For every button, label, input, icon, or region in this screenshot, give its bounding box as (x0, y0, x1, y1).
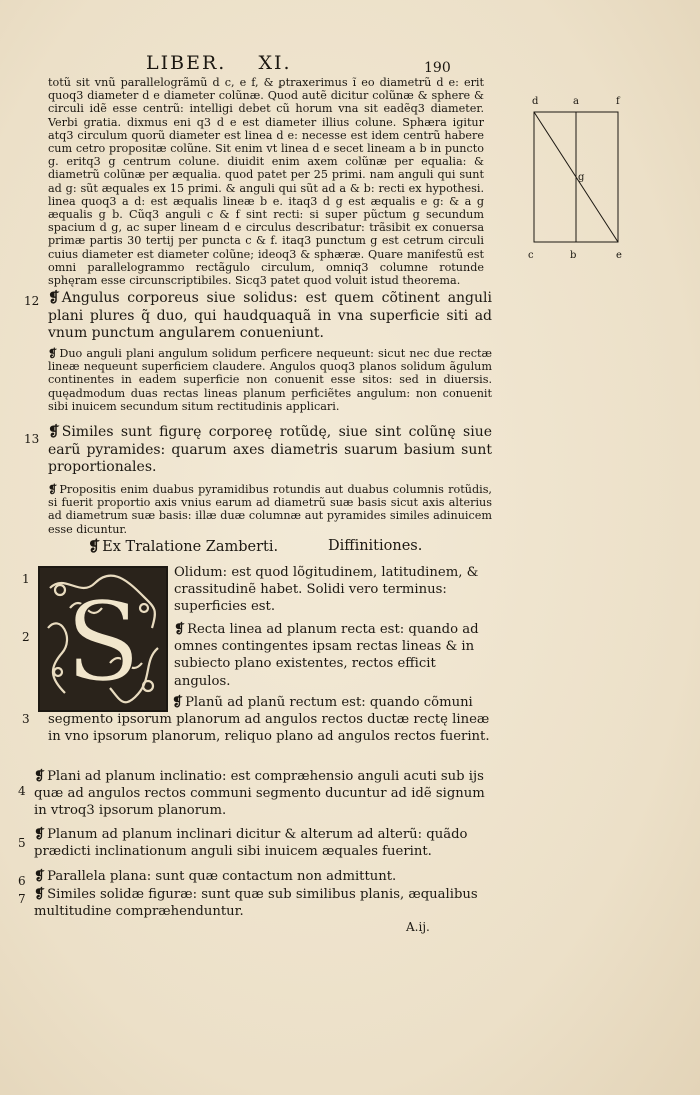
section-title: Diffinitiones. (328, 538, 423, 554)
definition-number: 7 (18, 892, 26, 906)
section-heading (88, 538, 423, 555)
running-header (146, 52, 292, 74)
pilcrow-icon: ❡ (34, 869, 46, 884)
pilcrow-icon: ❡ (88, 538, 101, 555)
definition-text: Parallela plana: sunt quæ contactum non admittunt. (47, 869, 397, 884)
definition-6 (34, 868, 492, 885)
label-b: b (570, 250, 577, 261)
proposition-12 (48, 290, 492, 343)
label-e: e (616, 250, 622, 261)
definition-1: Olidum: est quod lõgitudinem, latitudinem, & crassitudinẽ habet. Solidi vero terminus: superficies est. (174, 565, 479, 615)
pilcrow-icon: ❡ (174, 622, 186, 637)
folio-number: 190 (424, 60, 451, 76)
label-c: c (528, 250, 534, 261)
pilcrow-icon: ❡ (34, 887, 46, 902)
initial-letter: S (65, 578, 141, 706)
definition-text: Planum ad planum inclinari dicitur & alterum ad alterũ: quãdo prædicti inclinationum anguli sibi inuicem æquales fuerint. (34, 827, 468, 860)
definition-3 (48, 694, 492, 746)
pilcrow-icon: ❡ (34, 769, 46, 784)
commentary-text: Propositis enim duabus pyramidibus rotundis aut duabus columnis rotũdis, si fuerit proportio axis vnius earum ad diametrũ suæ basis sicut axis alterius ad diametrum suæ basis: illæ duæ columnæ aut pyramides similes adinuicem esse dicuntur. (48, 483, 492, 536)
proposition-text: Angulus corporeus siue solidus: est quem cõtinent anguli plani plures q̃ duo, qui haudquaquã in vna superficie siti ad vnum punctum angularem conueniunt. (48, 290, 492, 341)
decorated-initial (38, 566, 168, 712)
definition-number: 1 (22, 572, 30, 586)
pilcrow-icon: ❡ (48, 424, 60, 440)
label-f: f (616, 96, 620, 107)
label-g: g (578, 172, 585, 183)
definition-text: Plani ad planum inclinatio: est compræhensio anguli acuti sub ijs quæ ad angulos rectos communi segmento ducuntur ad idẽ signum in vtroq3 ipsorum planorum. (34, 769, 485, 819)
definition-number: 5 (18, 836, 26, 850)
geometric-figure (520, 92, 640, 266)
book-numeral: XI. (258, 52, 292, 74)
definition-4 (34, 768, 492, 820)
signature-mark: A.ij. (406, 920, 430, 934)
definition-2 (174, 621, 492, 690)
definition-number: 6 (18, 874, 26, 888)
pilcrow-icon: ❡ (172, 695, 184, 710)
definition-text: Similes solidæ figuræ: sunt quæ sub similibus planis, æqualibus multitudine compræhenduntur. (34, 887, 478, 920)
book-label: LIBER. (146, 52, 227, 74)
commentary-12 (48, 347, 492, 413)
commentary-13 (48, 483, 492, 536)
definition-text: Recta linea ad planum recta est: quando ad omnes contingentes ipsam rectas lineas & in subiecto plano existentes, rectos efficit angulos. (174, 622, 479, 689)
commentary-text: Duo anguli plani angulum solidum perficere nequeunt: sicut nec due rectæ lineæ nequeunt superficiem claudere. Angulos quoq3 planos solidum ãgulum continentes in eadem superficie non conuenit esse sitos: sed in diuersis. quęadmodum duas rectas lineas planum perficiẽtes angulum: non conuenit sibi inuicem secundum situm rectitudinis applicari. (48, 347, 492, 413)
proposition-text: Similes sunt figurę corporeę rotũdę, siue sint colũnę siue earũ pyramides: quarum axes diametris suarum basium sunt proportionales. (48, 424, 492, 475)
proof-paragraph: totũ sit vnũ parallelogrãmũ d c, e f, & ꝑtraxerimus ĩ eo diametrũ d e: erit quoq3 diameter d e diameter colũnæ. Quod autẽ dicitur colũnæ & sphere & circuli idẽ esse centrũ: intelligi debet cũ horum vna sit eadẽq3 diameter. Verbi gratia. dixmus eni q3 d e est diameter illius colune. Sphæra igitur atq3 circulum quorũ diameter est linea d e: necesse est idem centrũ habere cum cetro propositæ colũne. Sit enim vt linea d e secet lineam a b in puncto g. eritq3 g centrum colune. diuidit enim axem colũnæ per equalia: & diametrũ colũnæ per æqualia. quod patet per 25 primi. nam anguli qui sunt ad g: sũt æquales ex 15 primi. & anguli qui sũt ad a & b: recti ex hypothesi. linea quoq3 a d: est æqualis lineæ b e. itaq3 d g est æqualis e g: & a g æqualis g b. Cũq3 anguli c & f sint recti: si super pũctum g secundum spacium d g, ac super lineam d e circulus describatur: trãsibit ex conuersa primæ partis 30 tertij per puncta c & f. itaq3 punctum g est cetrum circuli cuius diameter est diameter colũne; ideoq3 & sphæræ. Quare manifestũ est omni parallelogrammo rectãgulo circulum, omniq3 columne rotunde sphęram esse circunscriptibiles. Sicq3 patet quod voluit istud theorema. (48, 76, 484, 288)
proposition-13 (48, 424, 492, 477)
definition-number: 2 (22, 630, 30, 644)
pilcrow-icon: ❡ (48, 290, 60, 306)
definition-7 (34, 886, 492, 920)
definition-text: Planũ ad planũ rectum est: quando cõmuni segmento ipsorum planorum ad angulos rectos ductæ rectę lineæ in vno ipsorum planorum, reliquo plano ad angulos rectos fuerint. (48, 695, 490, 745)
label-a: a (573, 96, 579, 107)
pilcrow-icon: ❡ (48, 346, 58, 360)
pilcrow-icon: ❡ (34, 827, 46, 842)
label-d: d (532, 96, 539, 107)
section-source: Ex Tralatione Zamberti. (102, 539, 279, 555)
proposition-number: 13 (24, 432, 40, 446)
initial-s-ornament (40, 568, 166, 710)
pilcrow-icon: ❡ (48, 482, 58, 496)
proposition-number: 12 (24, 294, 40, 308)
definition-5 (34, 826, 492, 860)
definition-number: 3 (22, 712, 30, 726)
definition-number: 4 (18, 784, 26, 798)
